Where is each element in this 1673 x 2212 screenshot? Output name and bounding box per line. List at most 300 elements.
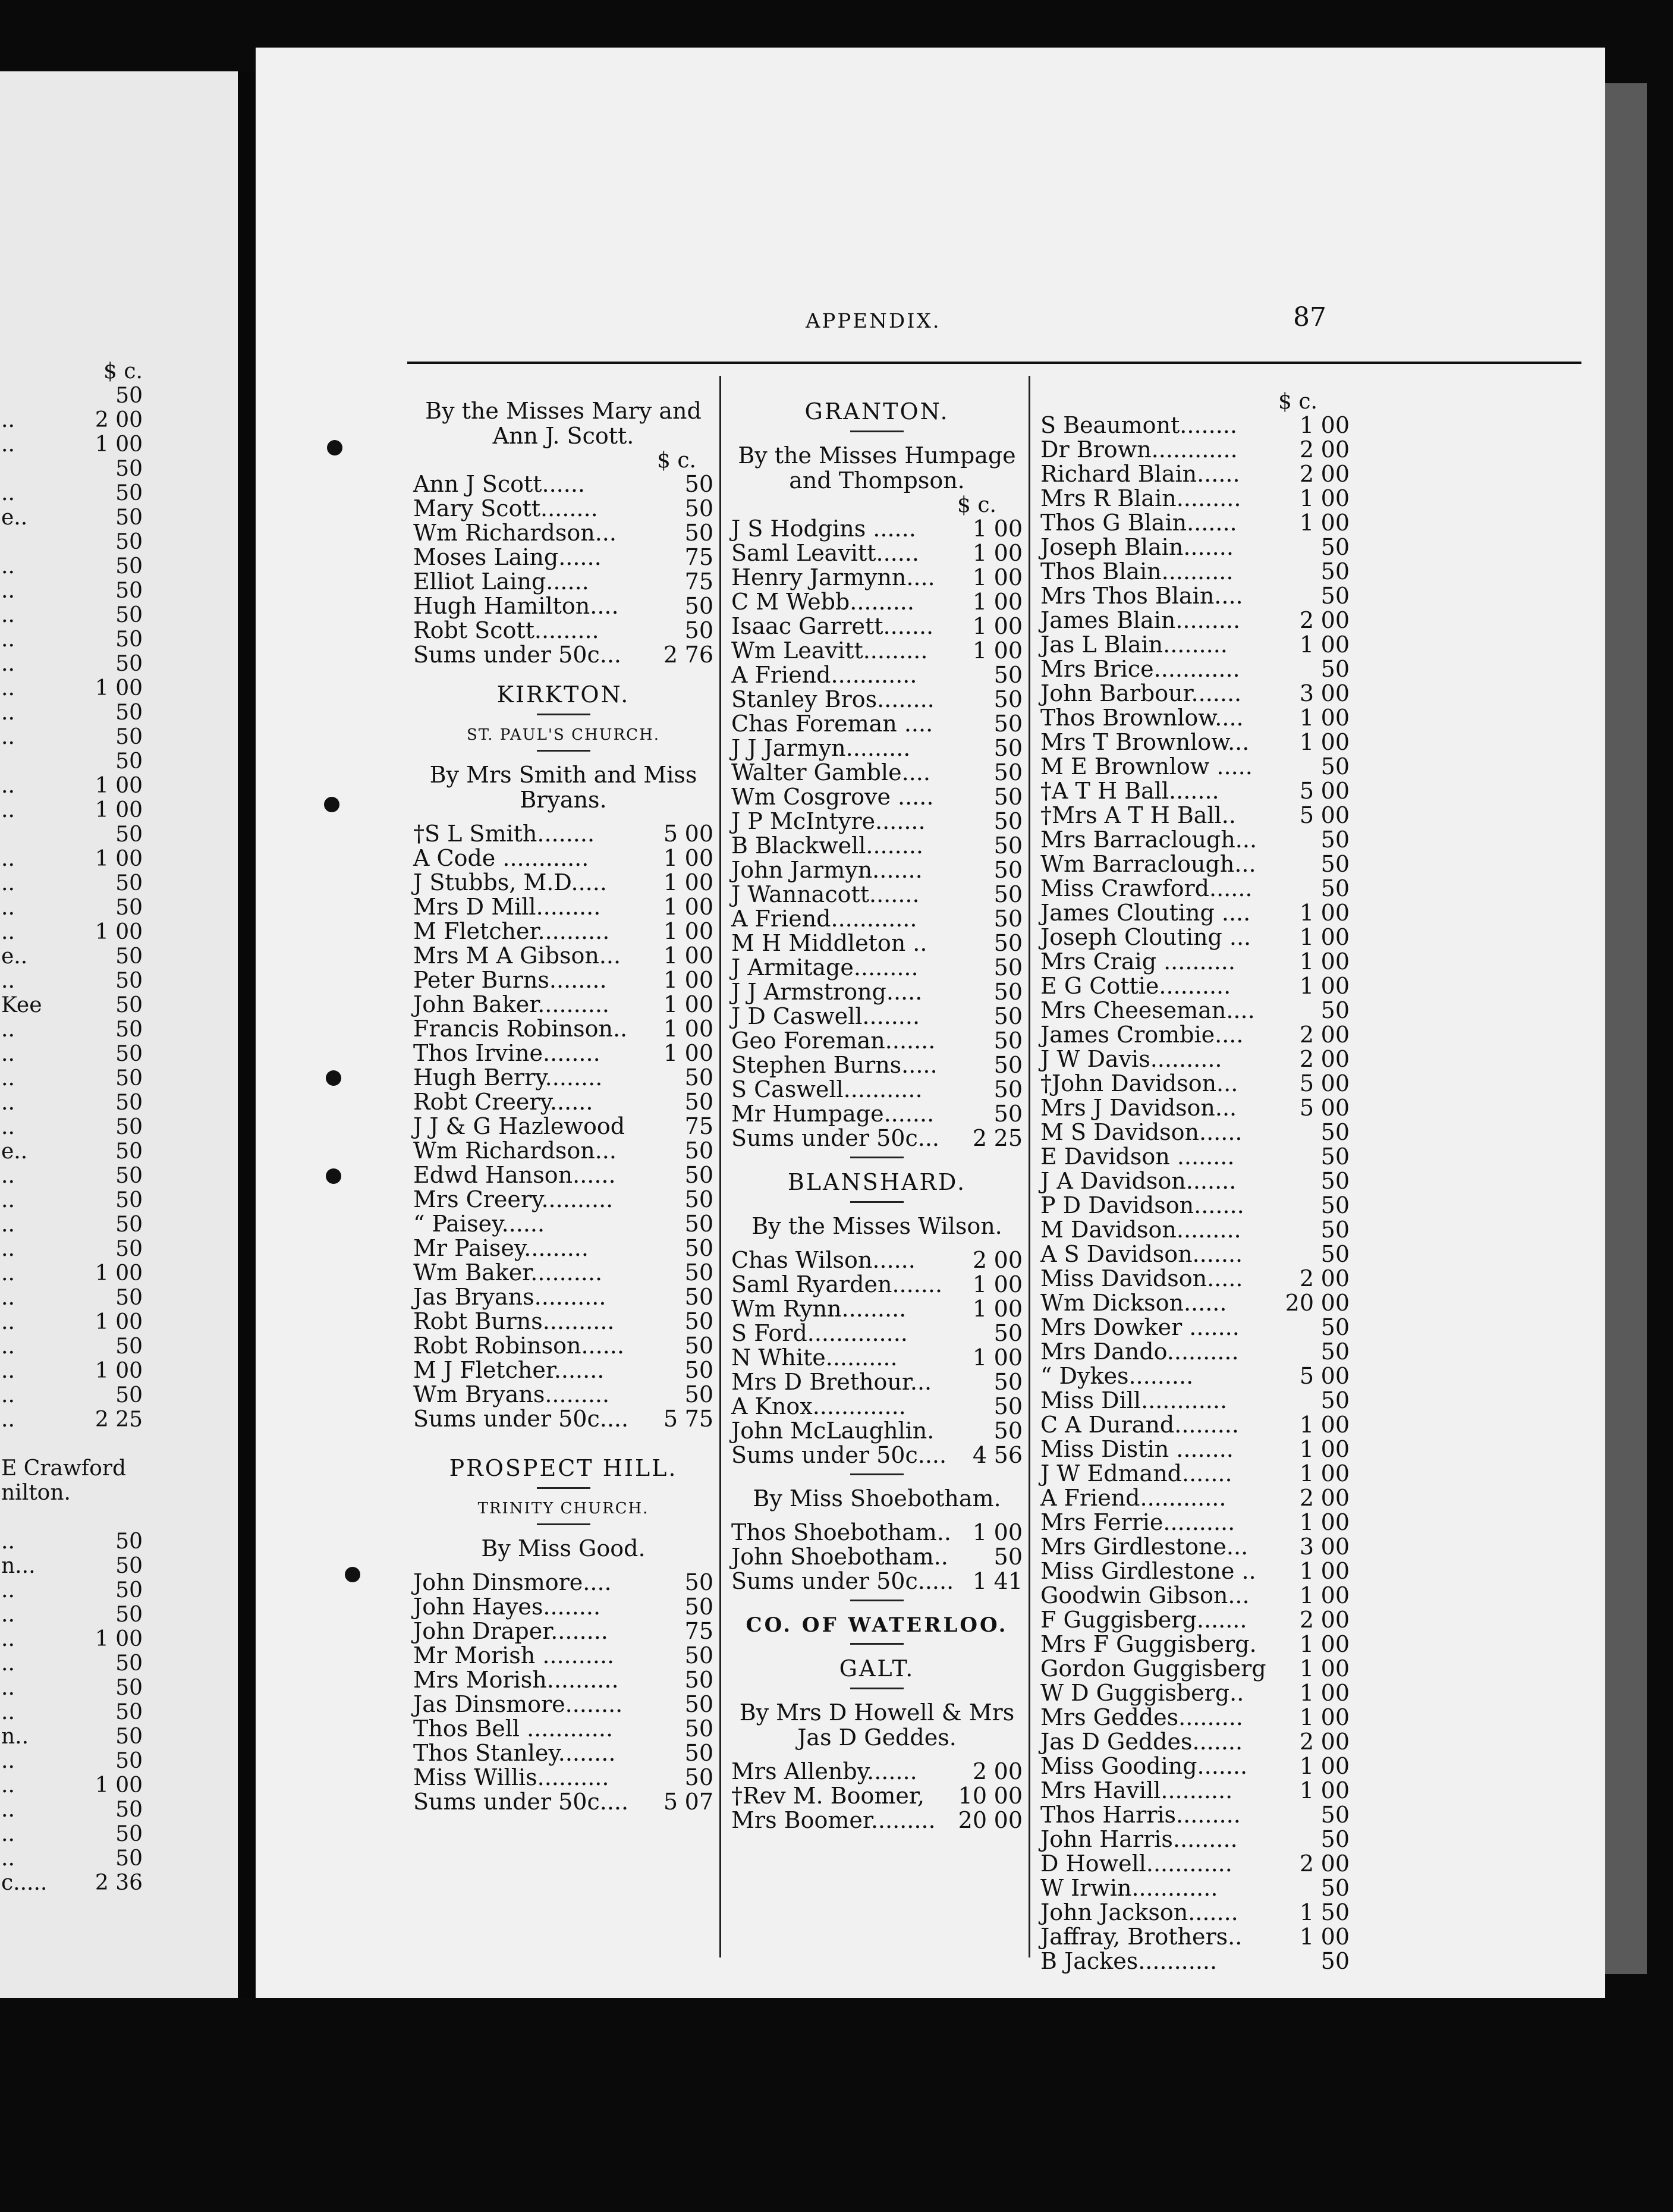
amount-cents: 50	[684, 1333, 713, 1359]
donor-name: James Blain.........	[1040, 607, 1241, 633]
amount-dollars: 2	[1299, 1265, 1314, 1292]
left-page-row	[0, 1676, 238, 1700]
list-item	[413, 521, 713, 545]
list-item	[1040, 974, 1350, 998]
amount-cents: 00	[684, 1040, 713, 1066]
donor-name: Thos Blain..........	[1040, 558, 1234, 585]
amount-dollars: 3	[1299, 680, 1314, 706]
amount-cents: 50	[684, 520, 713, 546]
donor-name: John Baker..........	[413, 991, 610, 1017]
amount-dollars: 2	[1299, 607, 1314, 633]
left-page-value: 50	[115, 700, 143, 725]
left-page-value: 50	[115, 1749, 143, 1773]
amount-dollars: 5	[1299, 778, 1314, 804]
units-header	[413, 448, 713, 472]
left-page-label: ..	[1, 408, 15, 432]
divider	[850, 1643, 904, 1645]
donor-name: Stephen Burns.....	[731, 1052, 938, 1078]
left-page-label: ..	[1, 579, 15, 603]
galt-by-line2: Jas D Geddes.	[797, 1724, 957, 1751]
list-item	[413, 643, 713, 667]
list-item	[413, 1017, 713, 1041]
left-page-row	[0, 872, 238, 896]
amount-cents: 50	[684, 1089, 713, 1115]
list-item	[413, 1090, 713, 1114]
list-item	[413, 1358, 713, 1382]
list-item	[731, 1346, 1023, 1370]
left-page-row	[0, 1384, 238, 1407]
donor-name: John Shoebotham..	[731, 1544, 948, 1570]
left-page-label: ..	[1, 1017, 15, 1042]
column-3	[1040, 389, 1350, 1974]
donor-name: C A Durand.........	[1040, 1412, 1239, 1438]
donor-name: Hugh Hamilton....	[413, 593, 619, 619]
amount-dollars: 1	[972, 564, 987, 590]
left-page-row	[0, 1554, 238, 1578]
list-item	[731, 541, 1023, 565]
shoebotham-by: By Miss Shoebotham.	[753, 1485, 1001, 1512]
amount-cents: 00	[1320, 461, 1350, 487]
left-page-label: e..	[1, 944, 28, 969]
amount-dollars: 1	[1299, 924, 1314, 950]
list-item	[731, 1808, 1023, 1833]
donor-name: Wm Leavitt.........	[731, 637, 928, 664]
list-item	[731, 1419, 1023, 1443]
amount-cents: 00	[993, 1519, 1023, 1545]
list-item	[1040, 852, 1350, 876]
amount-cents: 00	[1320, 485, 1350, 511]
donor-name: J Wannacott.......	[731, 881, 920, 907]
list-item	[731, 1443, 1023, 1468]
list-item	[1040, 462, 1350, 486]
list-item	[731, 1248, 1023, 1272]
amount-cents: 00	[1320, 607, 1350, 633]
donor-name: Saml Ryarden.......	[731, 1271, 943, 1297]
donor-name: M E Brownlow .....	[1040, 753, 1253, 780]
donor-name: Sums under 50c....	[731, 1442, 947, 1468]
left-page-row	[0, 1725, 238, 1749]
amount-cents: 00	[1320, 1753, 1350, 1779]
donor-name: B Blackwell........	[731, 832, 923, 859]
left-page-row	[0, 384, 238, 408]
list-item	[413, 968, 713, 992]
donor-name: Goodwin Gibson...	[1040, 1582, 1250, 1608]
donor-name: Mrs Dando..........	[1040, 1338, 1239, 1365]
donor-name: Sums under 50c....	[413, 1406, 629, 1432]
amount-dollars: 2	[972, 1125, 987, 1151]
amount-cents: 00	[1320, 1046, 1350, 1072]
donor-name: Saml Leavitt......	[731, 540, 919, 566]
left-page-value: $ c.	[103, 359, 143, 384]
list-item	[731, 1321, 1023, 1346]
left-page-value: 50	[115, 1578, 143, 1603]
list-item	[731, 858, 1023, 882]
amount-cents: 50	[993, 954, 1023, 981]
amount-cents: 00	[1320, 510, 1350, 536]
left-page-label: ..	[1, 481, 15, 505]
donor-name: Miss Gooding.......	[1040, 1753, 1248, 1779]
list-item	[731, 834, 1023, 858]
amount-dollars: 1	[972, 1568, 987, 1594]
list-item	[413, 594, 713, 618]
donor-name: Henry Jarmynn....	[731, 564, 935, 590]
list-item	[1040, 1437, 1350, 1462]
left-page-value: 50	[115, 896, 143, 920]
left-page-row	[0, 530, 238, 554]
amount-cents: 50	[684, 1259, 713, 1286]
left-page-value: 2 36	[95, 1871, 143, 1895]
amount-dollars: 1	[1299, 900, 1314, 926]
donor-name: J D Caswell........	[731, 1003, 920, 1029]
donor-name: J W Davis..........	[1040, 1046, 1222, 1072]
left-page-row	[0, 1042, 238, 1066]
left-page-value: 50	[115, 457, 143, 481]
amount-cents: 50	[1320, 827, 1350, 853]
donor-name: Dr Brown............	[1040, 436, 1238, 463]
left-page-label: ..	[1, 1115, 15, 1139]
amount-dollars: 1	[1299, 1436, 1314, 1462]
amount-dollars: 1	[1299, 631, 1314, 658]
page	[256, 48, 1605, 1998]
amount-cents: 00	[1320, 1704, 1350, 1730]
donor-name: Wm Richardson...	[413, 520, 617, 546]
amount-dollars: 5	[663, 821, 678, 847]
donor-name: Ann J Scott......	[413, 471, 585, 497]
left-page-row	[0, 1335, 238, 1359]
list-item	[1040, 1510, 1350, 1535]
list-item	[1040, 1827, 1350, 1852]
punch-hole	[326, 1168, 341, 1184]
amount-cents: 00	[1320, 1558, 1350, 1584]
left-page-label: nilton.	[1, 1481, 71, 1505]
amount-cents: 00	[684, 869, 713, 896]
amount-cents: 50	[684, 1764, 713, 1790]
left-page-value: 50	[115, 969, 143, 993]
donor-name: Sums under 50c.....	[731, 1568, 954, 1594]
amount-dollars: 10	[958, 1783, 987, 1809]
left-page-label: ..	[1, 554, 15, 579]
donor-name: Stanley Bros........	[731, 686, 935, 712]
amount-cents: 00	[1320, 1924, 1350, 1950]
left-page-value: 50	[115, 1017, 143, 1042]
amount-cents: 00	[1320, 1460, 1350, 1487]
list-item	[731, 1297, 1023, 1321]
left-page-label: ..	[1, 700, 15, 725]
left-page-label: ..	[1, 1651, 15, 1676]
page-header	[256, 302, 1605, 345]
list-item	[731, 882, 1023, 907]
list-item	[1040, 1852, 1350, 1876]
left-page-row	[0, 1457, 238, 1481]
amount-cents: 50	[684, 1235, 713, 1261]
list-item	[731, 1053, 1023, 1077]
amount-cents: 50	[684, 1162, 713, 1188]
donor-name: M H Middleton ..	[731, 930, 927, 956]
left-page-value: 50	[115, 944, 143, 969]
left-page-value: 50	[115, 1676, 143, 1700]
list-item	[731, 1029, 1023, 1053]
list-item	[413, 1066, 713, 1090]
left-page-row	[0, 1091, 238, 1115]
amount-dollars: 1	[972, 1296, 987, 1322]
left-page-value: 50	[115, 652, 143, 676]
left-page-label: ..	[1, 1286, 15, 1310]
units-label: $ c.	[657, 448, 696, 473]
donor-name: A Friend............	[731, 906, 917, 932]
left-page-value: 50	[115, 603, 143, 627]
left-page-label: ..	[1, 1407, 15, 1432]
left-page-row	[0, 1701, 238, 1724]
amount-cents: 00	[1320, 948, 1350, 975]
list-item	[731, 1126, 1023, 1151]
left-page-value: 50	[115, 993, 143, 1017]
amount-dollars: 1	[972, 589, 987, 615]
donor-name: James Crombie....	[1040, 1022, 1244, 1048]
list-item	[1040, 1876, 1350, 1900]
list-item	[413, 1334, 713, 1358]
left-page-label: ..	[1, 1261, 15, 1286]
amount-cents: 50	[993, 1418, 1023, 1444]
left-page-label: ..	[1, 1042, 15, 1066]
list-item	[1040, 657, 1350, 681]
left-page-label: ..	[1, 1749, 15, 1773]
amount-cents: 00	[684, 991, 713, 1017]
left-page-row	[0, 604, 238, 627]
divider	[850, 431, 904, 432]
left-page-row	[0, 1774, 238, 1798]
amount-cents: 00	[993, 589, 1023, 615]
amount-cents: 00	[1320, 1022, 1350, 1048]
list-item	[731, 809, 1023, 834]
donor-name: Mr Humpage.......	[731, 1101, 935, 1127]
amount-cents: 50	[1320, 1338, 1350, 1365]
amount-cents: 41	[993, 1568, 1023, 1594]
donor-name: Jas D Geddes.......	[1040, 1729, 1243, 1755]
amount-dollars: 1	[1299, 1509, 1314, 1535]
left-page-value: 50	[115, 1164, 143, 1188]
left-page-row	[0, 725, 238, 749]
kirkton-by-line1: By Mrs Smith and Miss	[429, 762, 697, 788]
donor-name: Thos G Blain.......	[1040, 510, 1237, 536]
list-item	[731, 956, 1023, 980]
amount-cents: 75	[684, 1618, 713, 1644]
donor-name: Sums under 50c...	[413, 642, 621, 668]
left-page-value: 50	[115, 822, 143, 847]
donor-name: J W Edmand.......	[1040, 1460, 1232, 1487]
amount-cents: 50	[993, 906, 1023, 932]
amount-dollars: 1	[663, 1016, 678, 1042]
left-page-row	[0, 506, 238, 530]
amount-cents: 00	[993, 1783, 1023, 1809]
left-page-label: ..	[1, 1212, 15, 1237]
donor-name: Thos Harris.........	[1040, 1802, 1241, 1828]
donor-name: †Rev M. Boomer,	[731, 1783, 924, 1809]
donor-name: D Howell............	[1040, 1850, 1232, 1877]
amount-cents: 50	[1320, 656, 1350, 682]
list-item	[1040, 1120, 1350, 1145]
list-item	[413, 919, 713, 944]
amount-cents: 50	[1320, 1168, 1350, 1194]
left-page-value: 1 00	[95, 1359, 143, 1383]
list-item	[1040, 1096, 1350, 1120]
amount-dollars: 1	[1299, 1924, 1314, 1950]
left-page-value: 50	[115, 1700, 143, 1724]
amount-cents: 00	[1320, 1850, 1350, 1877]
amount-cents: 50	[1320, 1119, 1350, 1145]
left-page-value: 1 00	[95, 1261, 143, 1286]
list-item	[1040, 438, 1350, 462]
list-item	[1040, 1779, 1350, 1803]
list-item	[413, 1041, 713, 1066]
amount-cents: 50	[684, 1064, 713, 1091]
amount-cents: 50	[1320, 875, 1350, 901]
left-page-row	[0, 482, 238, 505]
amount-cents: 00	[1320, 1509, 1350, 1535]
list-item	[1040, 1242, 1350, 1267]
left-page-row	[0, 409, 238, 432]
donor-name: Robt Robinson......	[413, 1333, 624, 1359]
amount-dollars: 1	[972, 1519, 987, 1545]
list-item	[1040, 584, 1350, 608]
amount-dollars: 1	[1299, 485, 1314, 511]
left-page-value: 1 00	[95, 432, 143, 457]
divider	[537, 1487, 590, 1489]
donor-name: Sums under 50c....	[413, 1789, 629, 1815]
left-page-value: 50	[115, 1066, 143, 1091]
column-1	[413, 398, 713, 1814]
amount-cents: 50	[1320, 1217, 1350, 1243]
amount-cents: 50	[993, 930, 1023, 956]
left-page-row	[0, 1871, 238, 1895]
left-page-label: ..	[1, 725, 15, 749]
list-item	[731, 785, 1023, 809]
left-page-label: ..	[1, 1846, 15, 1871]
donor-name: Mrs Craig ..........	[1040, 948, 1235, 975]
list-item	[1040, 876, 1350, 901]
list-item	[1040, 730, 1350, 755]
amount-dollars: 5	[1299, 1070, 1314, 1096]
left-page-value: 50	[115, 554, 143, 579]
amount-cents: 50	[684, 1138, 713, 1164]
donor-name: Mrs F Guggisberg.	[1040, 1631, 1257, 1657]
donor-name: Joseph Blain.......	[1040, 534, 1234, 560]
list-item	[413, 1595, 713, 1619]
left-page-value: 50	[115, 505, 143, 530]
left-page-label: ..	[1, 432, 15, 457]
amount-cents: 00	[993, 1296, 1023, 1322]
donor-name: J A Davidson.......	[1040, 1168, 1237, 1194]
amount-cents: 00	[1320, 1436, 1350, 1462]
donor-name: Joseph Clouting ...	[1040, 924, 1251, 950]
amount-cents: 00	[1320, 1485, 1350, 1511]
list-item	[413, 1790, 713, 1814]
donor-name: M S Davidson......	[1040, 1119, 1243, 1145]
amount-cents: 00	[1320, 802, 1350, 828]
section-kirkton: KIRKTON.	[496, 681, 630, 708]
amount-cents: 50	[993, 784, 1023, 810]
left-page-label: ..	[1, 1676, 15, 1700]
amount-cents: 50	[1320, 753, 1350, 780]
donor-name: Mrs D Brethour...	[731, 1369, 932, 1395]
amount-cents: 50	[684, 1667, 713, 1693]
left-page-label: ..	[1, 1310, 15, 1334]
list-item	[413, 846, 713, 871]
left-page-row	[0, 750, 238, 774]
list-item	[1040, 803, 1350, 828]
amount-cents: 50	[993, 808, 1023, 834]
amount-cents: 50	[993, 759, 1023, 785]
list-item	[413, 1407, 713, 1431]
amount-cents: 00	[1320, 729, 1350, 755]
amount-cents: 00	[1320, 1265, 1350, 1292]
amount-cents: 00	[1320, 680, 1350, 706]
left-page-row	[0, 847, 238, 871]
donor-name: John Harris.........	[1040, 1826, 1238, 1852]
left-page-row	[0, 1530, 238, 1554]
left-page-label: ..	[1, 1700, 15, 1724]
donor-name: J Armitage.........	[731, 954, 919, 981]
amount-dollars: 1	[1299, 1412, 1314, 1438]
amount-dollars: 1	[663, 869, 678, 896]
list-item	[413, 1741, 713, 1765]
left-page-value: 50	[115, 1798, 143, 1822]
amount-dollars: 5	[1299, 1363, 1314, 1389]
list-item	[1040, 1413, 1350, 1437]
list-item	[1040, 1218, 1350, 1242]
amount-cents: 00	[993, 540, 1023, 566]
donor-name: Mrs Barraclough...	[1040, 827, 1257, 853]
left-page-row	[0, 896, 238, 920]
amount-cents: 00	[1320, 1655, 1350, 1682]
left-page-value: 1 00	[95, 920, 143, 944]
donor-name: Mrs Girdlestone...	[1040, 1534, 1249, 1560]
amount-dollars: 1	[663, 894, 678, 920]
list-item	[731, 1077, 1023, 1102]
left-page-row	[0, 799, 238, 822]
list-item	[413, 1570, 713, 1595]
left-page-label: e..	[1, 505, 28, 530]
donor-name: Chas Wilson......	[731, 1247, 916, 1273]
amount-cents: 50	[1320, 997, 1350, 1023]
left-page-row	[0, 1749, 238, 1773]
amount-cents: 50	[684, 471, 713, 497]
donor-name: Mrs Boomer.........	[731, 1807, 936, 1833]
donor-name: Sums under 50c...	[731, 1125, 939, 1151]
list-item	[413, 895, 713, 919]
amount-dollars: 1	[663, 1040, 678, 1066]
left-page-value: 50	[115, 579, 143, 603]
left-page-row	[0, 1432, 238, 1456]
list-item	[413, 618, 713, 643]
list-item	[413, 472, 713, 497]
list-item	[413, 992, 713, 1017]
donor-name: Miss Willis..........	[413, 1764, 609, 1790]
left-page-row	[0, 1359, 238, 1383]
list-item	[731, 1370, 1023, 1394]
donor-name: Mrs Ferrie..........	[1040, 1509, 1235, 1535]
donor-name: C M Webb.........	[731, 589, 914, 615]
amount-cents: 50	[1320, 1241, 1350, 1267]
list-item	[1040, 413, 1350, 438]
divider	[537, 714, 590, 715]
left-page-value: 50	[115, 1603, 143, 1627]
amount-cents: 00	[993, 1807, 1023, 1833]
donor-name: W Irwin............	[1040, 1875, 1218, 1901]
list-item	[731, 1784, 1023, 1808]
list-item	[1040, 1145, 1350, 1169]
donor-name: Thos Irvine........	[413, 1040, 600, 1066]
amount-cents: 00	[993, 637, 1023, 664]
